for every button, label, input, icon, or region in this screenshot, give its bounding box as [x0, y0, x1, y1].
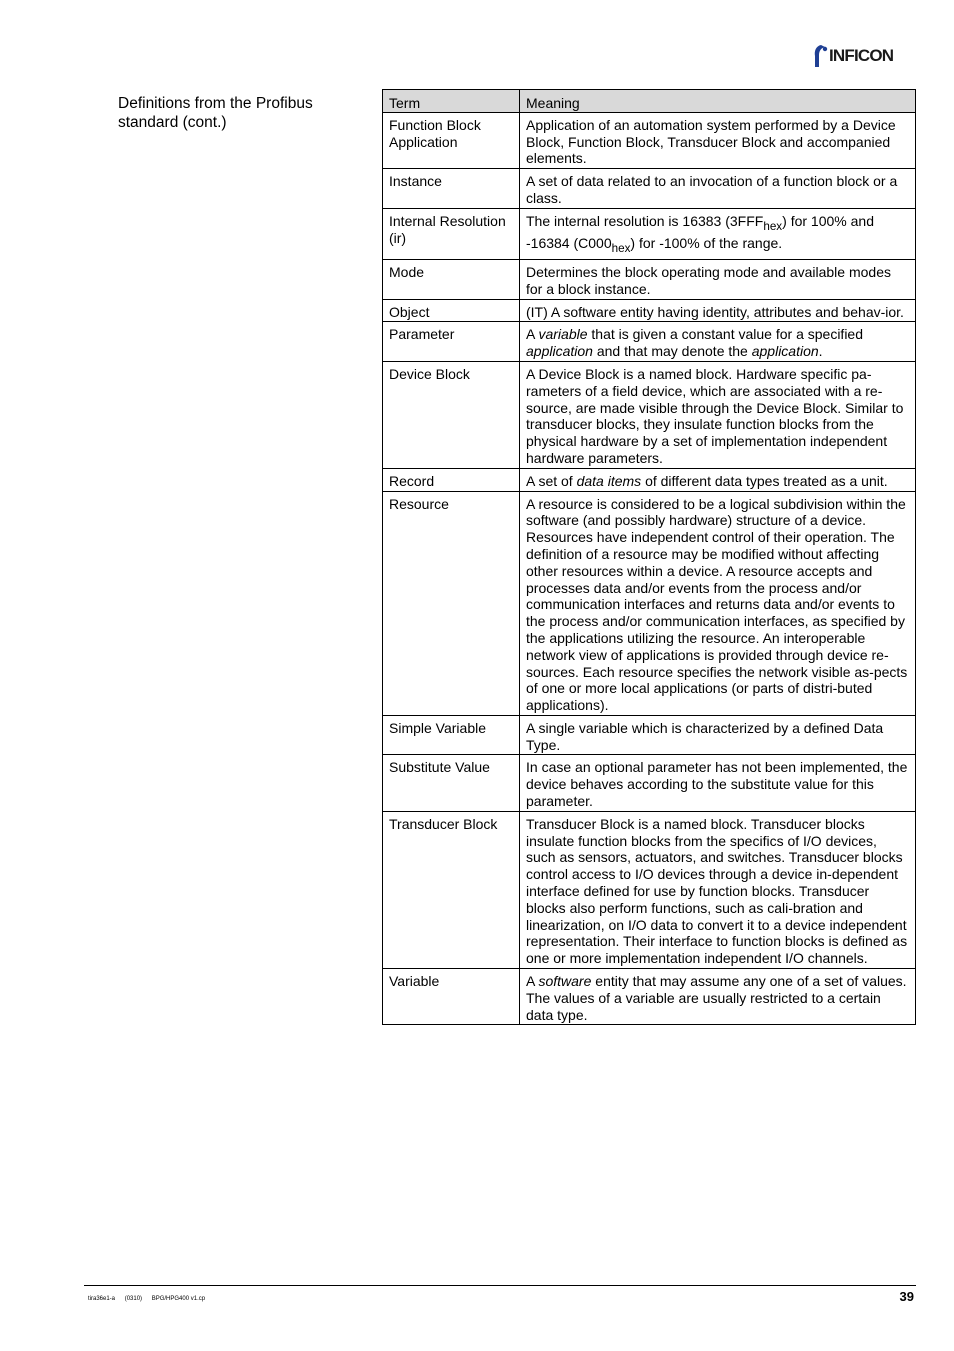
term-cell: Mode — [383, 259, 520, 299]
table-row — [383, 208, 916, 259]
table-row — [383, 361, 916, 468]
section-heading: Definitions from the Profibus standard (cont.) — [118, 95, 313, 131]
meaning-cell: A Device Block is a named block. Hardware specific pa-rameters of a field device, which are associated with a re-source, are made visible through the Device Block. Similar to transducer blocks, they insulate function blocks from the physical hardware by a set of implementation independent hardware parameters. — [520, 361, 916, 468]
term-cell: Resource — [383, 491, 520, 715]
logo-text: INFICON — [829, 46, 894, 65]
meaning-cell: A variable that is given a constant value for a specified application and that may denote the application. — [520, 322, 916, 362]
meaning-cell: Transducer Block is a named block. Transducer blocks insulate function blocks from the specifics of I/O devices, such as sensors, actuators, and switches. Transducer blocks control access to I/O devices through a device in-dependent interface defined for use by function blocks. Transducer blocks also perform functions, such as cali-bration and linearization, on I/O data to convert it to a device independent representation. Their interface to function blocks is defined as one or more implementation independent I/O channels. — [520, 811, 916, 968]
column-header-meaning: Meaning — [520, 90, 916, 113]
definitions-table — [382, 89, 916, 1025]
table-row — [383, 969, 916, 1025]
term-cell: Record — [383, 468, 520, 491]
inficon-logo — [812, 44, 893, 68]
table-row — [383, 169, 916, 209]
term-cell: Parameter — [383, 322, 520, 362]
inficon-mark-icon — [812, 44, 828, 68]
table-row — [383, 468, 916, 491]
term-cell: Variable — [383, 969, 520, 1025]
table-row — [383, 491, 916, 715]
table-row — [383, 259, 916, 299]
table-row — [383, 755, 916, 811]
meaning-cell: A software entity that may assume any one of a set of values. The values of a variable are usually restricted to a certain data type. — [520, 969, 916, 1025]
footer-date-code: (0310) — [124, 1296, 143, 1302]
table-row — [383, 811, 916, 968]
footer-doc-code: tira36e1-a — [88, 1296, 116, 1302]
table-header-row — [383, 90, 916, 113]
footer-file: BPG/HPG400 v1.cp — [151, 1296, 206, 1302]
column-header-term: Term — [383, 90, 520, 113]
term-cell: Object — [383, 299, 520, 322]
table-row — [383, 112, 916, 168]
term-cell: Device Block — [383, 361, 520, 468]
meaning-cell: Application of an automation system performed by a Device Block, Function Block, Transducer Block and accompanied elements. — [520, 112, 916, 168]
table-body — [383, 112, 916, 1025]
term-cell: Transducer Block — [383, 811, 520, 968]
term-cell: Function Block Application — [383, 112, 520, 168]
term-cell: Substitute Value — [383, 755, 520, 811]
footer-doc-info — [88, 1295, 213, 1303]
term-cell: Instance — [383, 169, 520, 209]
footer-divider — [84, 1285, 916, 1286]
page-number: 39 — [899, 1289, 914, 1304]
table-row — [383, 322, 916, 362]
meaning-cell: A single variable which is characterized by a defined Data Type. — [520, 715, 916, 755]
table-row — [383, 715, 916, 755]
meaning-cell: (IT) A software entity having identity, attributes and behav-ior. — [520, 299, 916, 322]
meaning-cell: A set of data items of different data types treated as a unit. — [520, 468, 916, 491]
meaning-cell: In case an optional parameter has not been implemented, the device behaves according to the substitute value for this parameter. — [520, 755, 916, 811]
meaning-cell: The internal resolution is 16383 $(3FFF_{hex})$ for 100% and -16384 $(C000_{hex})$ for -100% of the range. — [520, 208, 916, 259]
meaning-cell: A resource is considered to be a logical subdivision within the software (and possibly hardware) structure of a device. Resources have independent control of their operation. The definition of a resource may be modified without affecting other resources within a device. A resource accepts and processes data and/or events from the process and/or communication interfaces and returns data and/or events to the process and/or communication interfaces, as specified by the applications utilizing the resource. An interoperable network view of applications is provided through device re-sources. Each resource specifies the network visible as-pects of one or more local applications (or parts of distri-buted applications). — [520, 491, 916, 715]
table-row — [383, 299, 916, 322]
meaning-cell: A set of data related to an invocation of a function block or a class. — [520, 169, 916, 209]
term-cell: Simple Variable — [383, 715, 520, 755]
meaning-cell: Determines the block operating mode and available modes for a block instance. — [520, 259, 916, 299]
term-cell: Internal Resolution (ir) — [383, 208, 520, 259]
